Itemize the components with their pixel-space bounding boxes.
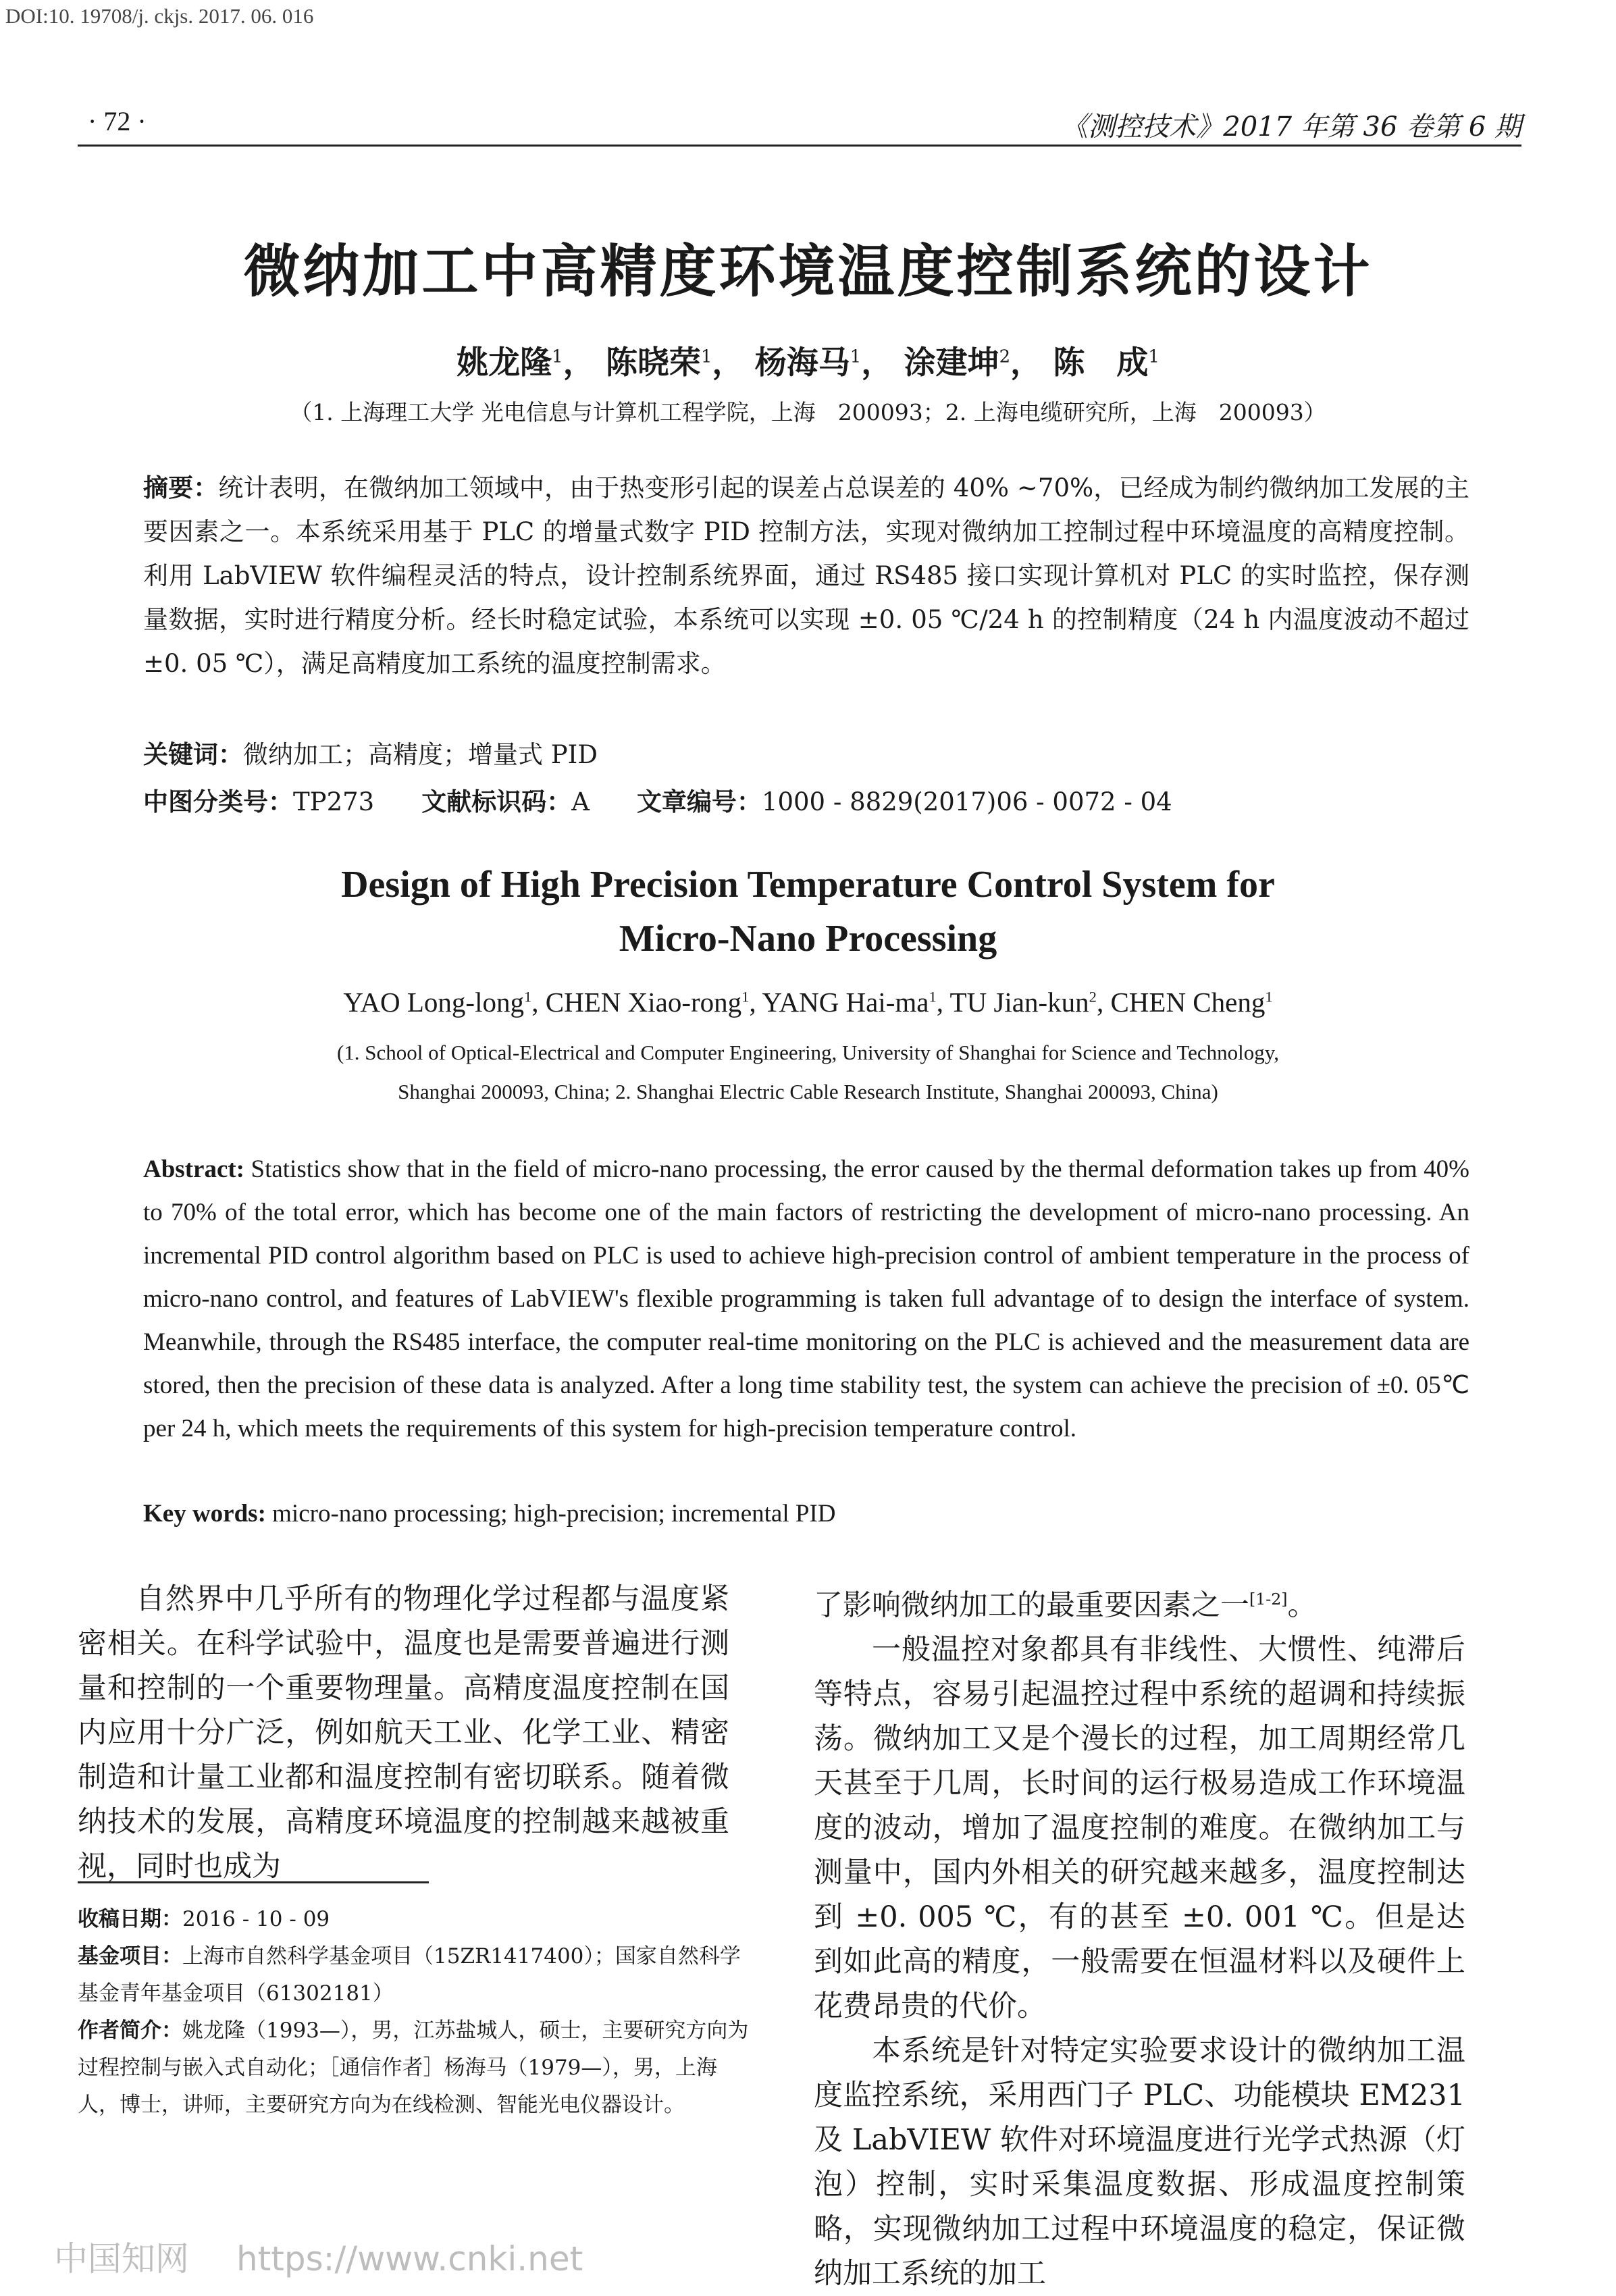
abstract-chinese	[143, 466, 1469, 685]
footnote-rule	[78, 1881, 429, 1883]
doi-line: DOI:10. 19708/j. ckjs. 2017. 06. 016	[5, 4, 314, 28]
body-text-end: 。	[1287, 1588, 1317, 1623]
abstract-english	[143, 1148, 1469, 1451]
authors-chinese: 姚龙隆$^1$， 陈晓荣$^1$， 杨海马$^1$， 涂建坤$^2$， 陈 成$^1$	[457, 344, 1159, 382]
author-name: YAO Long-long	[343, 987, 524, 1018]
keywords-en-label: Key words:	[143, 1500, 266, 1528]
abstract-en-label: Abstract:	[143, 1155, 245, 1183]
author-affil-mark: 2	[999, 346, 1011, 367]
keywords-en-text: micro-nano processing; high-precision; incremental PID	[265, 1500, 836, 1528]
abstract-label: 摘要：	[143, 473, 219, 502]
running-header	[78, 101, 1521, 147]
author-name: YANG Hai-ma	[762, 987, 929, 1018]
author-name: 姚龙隆	[457, 344, 552, 382]
title-english	[0, 858, 1616, 966]
abstract-text: 统计表明，在微纳加工领域中，由于热变形引起的误差占总误差的 40% ~70%，已经成为制约微纳加工发展的主要因素之一。本系统采用基于 PLC 的增量式数字 PID 控制方法，实现对微纳加工控制过程中环境温度的高精度控制。利用 LabVIEW 软件编程灵活的特点，设计控制系统界面，通过 RS485 接口实现计算机对 PLC 的实时监控，保存测量数据，实时进行精度分析。经长时稳定试验，本系统可以实现 ±0. 05 ℃/24 h 的控制精度（24 h 内温度波动不超过 ±0. 05 ℃），满足高精度加工系统的温度控制需求。	[143, 473, 1470, 678]
footnote-fund	[78, 1938, 756, 2012]
author-affil-mark: 1	[741, 988, 750, 1006]
clc-value: TP273	[293, 787, 375, 816]
authors-english: YAO Long-long$^1$, CHEN Xiao-rong$^1$, YANG Hai-$ma^1$, TU Jian-kun$^2$, CHEN Cheng$^1$	[343, 987, 1273, 1018]
keywords-chinese	[143, 733, 1469, 777]
title-chinese: 微纳加工中高精度环境温度控制系统的设计	[243, 238, 1373, 305]
author-affil-mark: 1	[850, 346, 862, 367]
keywords-english	[143, 1492, 1469, 1536]
citation-ref: [1-2]	[1249, 1590, 1288, 1609]
author-name: CHEN Cheng	[1110, 987, 1266, 1018]
author-name: 陈晓荣	[605, 344, 701, 382]
bio-value: 姚龙隆（1993—），男，江苏盐城人，硕士，主要研究方向为过程控制与嵌入式自动化；［通信作者］杨海马（1979—），男，上海人，博士，讲师，主要研究方向为在线检测、智能光电仪器设计。	[78, 2018, 749, 2117]
author-affil-mark: 1	[929, 988, 937, 1006]
author-name: 涂建坤	[904, 344, 999, 382]
affiliation-english-line2: Shanghai 200093, China; 2. Shanghai Electric Cable Research Institute, Shanghai 200093, China)	[398, 1080, 1218, 1103]
classification-line	[143, 780, 1469, 824]
body-column-left	[78, 1577, 729, 1889]
author-affil-mark: 1	[1265, 988, 1273, 1006]
title-english-line1: Design of High Precision Temperature Control System for	[341, 864, 1275, 906]
footnote-received	[78, 1901, 756, 1938]
abstract-en-text: Statistics show that in the field of micro-nano processing, the error caused by the thermal deformation takes up from 40% to 70% of the total error, which has become one of the main factors of restricting the development of micro-nano processing. An incremental PID control algorithm based on PLC is used to achieve high-precision control of ambient temperature in the process of micro-nano control, and features of LabVIEW's flexible programming is taken full advantage of to design the interface of system. Meanwhile, through the RS485 interface, the computer real-time monitoring on the PLC is achieved and the measurement data are stored, then the precision of these data is analyzed. After a long time stability test, the system can achieve the precision of ±0. 05℃ per 24 h, which meets the requirements of this system for high-precision temperature control.	[143, 1155, 1469, 1442]
doc-code-label: 文献标识码：	[421, 787, 572, 816]
author-name: 杨海马	[754, 344, 850, 382]
bio-label: 作者简介：	[78, 2018, 182, 2043]
affiliation-english-line1: (1. School of Optical-Electrical and Computer Engineering, University of Shanghai for Science and Technology,	[336, 1041, 1279, 1064]
clc-label: 中图分类号：	[143, 787, 293, 816]
journal-info: 《测控技术》2017 年第 36 卷第 6 期	[1061, 111, 1521, 142]
author-affil-mark: 1	[523, 988, 532, 1006]
footnotes	[78, 1901, 756, 2124]
footnote-bio	[78, 2012, 756, 2124]
body-paragraph-continued	[814, 1577, 1465, 1627]
received-value: 2016 - 10 - 09	[182, 1907, 330, 1931]
body-paragraph: 自然界中几乎所有的物理化学过程都与温度紧密相关。在科学试验中，温度也是需要普遍进行测量和控制的一个重要物理量。高精度温度控制在国内应用十分广泛，例如航天工业、化学工业、精密制造和计量工业都和温度控制有密切联系。随着微纳技术的发展，高精度环境温度的控制越来越被重视，同时也成为	[78, 1582, 729, 1883]
author-affil-mark: 1	[1148, 346, 1159, 367]
fund-value: 上海市自然科学基金项目（15ZR1417400）；国家自然科学基金青年基金项目（61302181）	[78, 1944, 741, 2006]
body-text: 了影响微纳加工的最重要因素之一	[814, 1588, 1249, 1623]
page-number: · 72 ·	[88, 106, 147, 136]
keywords-text: 微纳加工；高精度；增量式 PID	[243, 740, 598, 769]
author-affil-mark: 1	[700, 346, 712, 367]
received-label: 收稿日期：	[78, 1907, 182, 1931]
author-name: 陈 成	[1053, 344, 1149, 382]
body-paragraph: 一般温控对象都具有非线性、大惯性、纯滞后等特点，容易引起温控过程中系统的超调和持续振荡。微纳加工又是个漫长的过程，加工周期经常几天甚至于几周，长时间的运行极易造成工作环境温度的波动，增加了温度控制的难度。在微纳加工与测量中，国内外相关的研究越来越多，温度控制达到 ±0. 005 ℃，有的甚至 ±0. 001 ℃。但是达到如此高的精度，一般需要在恒温材料以及硬件上花费昂贵的代价。	[814, 1633, 1465, 2024]
author-affil-mark: 1	[552, 346, 563, 367]
body-column-right	[814, 1577, 1465, 2296]
body-paragraph: 本系统是针对特定实验要求设计的微纳加工温度监控系统，采用西门子 PLC、功能模块 EM231 及 LabVIEW 软件对环境温度进行光学式热源（灯泡）控制，实时采集温度数据、形成温度控制策略，实现微纳加工过程中环境温度的稳定，保证微纳加工系统的加工	[814, 2034, 1465, 2291]
watermark	[54, 2232, 630, 2280]
affiliation-chinese: （1. 上海理工大学 光电信息与计算机工程学院，上海 200093；2. 上海电缆研究所，上海 200093）	[290, 399, 1326, 425]
watermark-url: https://www.cnki.net	[236, 2239, 583, 2278]
author-name: CHEN Xiao-rong	[545, 987, 742, 1018]
title-english-line2: Micro-Nano Processing	[619, 918, 997, 960]
fund-label: 基金项目：	[78, 1944, 182, 1968]
doc-code-value: A	[571, 787, 590, 816]
article-number-label: 文章编号：	[636, 787, 762, 816]
watermark-cn: 中国知网	[54, 2239, 189, 2278]
article-number-value: 1000 - 8829(2017)06 - 0072 - 04	[761, 787, 1172, 816]
author-affil-mark: 2	[1089, 988, 1097, 1006]
author-name: TU Jian-kun	[949, 987, 1089, 1018]
keywords-label: 关键词：	[143, 740, 243, 769]
affiliation-english	[0, 1033, 1616, 1112]
